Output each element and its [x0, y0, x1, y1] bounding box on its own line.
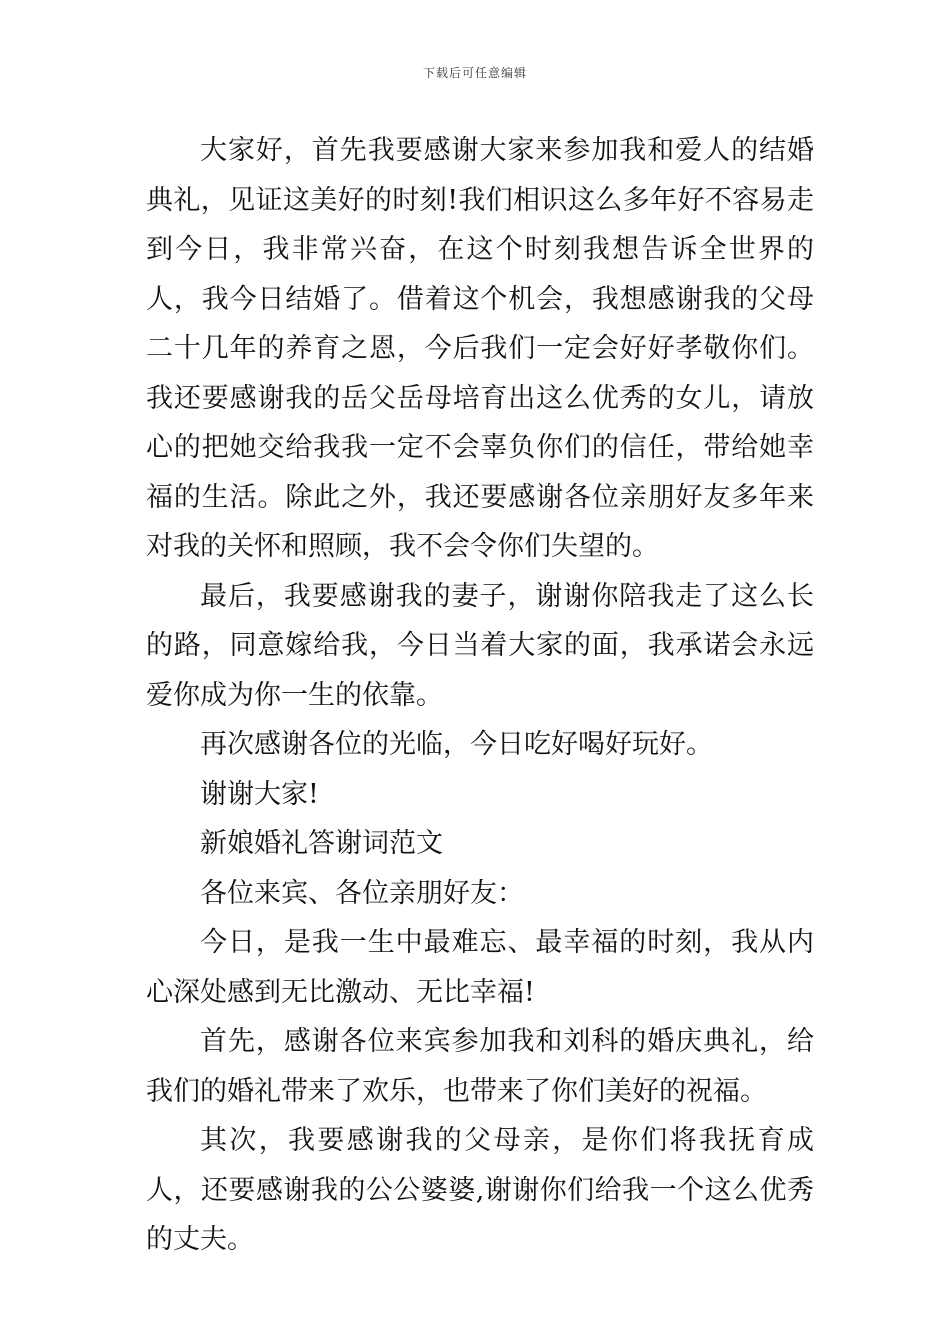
- paragraph-bride-second: 其次，我要感谢我的父母亲，是你们将我抚育成人，还要感谢我的公公婆婆,谢谢你们给我一个这么优秀的丈夫。: [146, 1125, 814, 1255]
- paragraph-thanks-wife: 最后，我要感谢我的妻子，谢谢你陪我走了这么长的路，同意嫁给我，今日当着大家的面，我承诺会永远爱你成为你一生的依靠。: [146, 580, 814, 711]
- paragraph-bride-first: 首先，感谢各位来宾参加我和刘科的婚庆典礼，给我们的婚礼带来了欢乐，也带来了你们美好的祝福。: [146, 1026, 814, 1107]
- paragraph-closing: 谢谢大家!: [200, 778, 319, 810]
- paragraph-thanks-guests: 再次感谢各位的光临，今日吃好喝好玩好。: [200, 729, 713, 760]
- page-header: 下载后可任意编辑: [422, 66, 527, 80]
- salutation: 各位来宾、各位亲朋好友：: [200, 877, 524, 909]
- paragraph-bride-opening: 今日，是我一生中最难忘、最幸福的时刻，我从内心深处感到无比激动、无比幸福!: [146, 927, 814, 1008]
- paragraph-groom-thanks: 大家好，首先我要感谢大家来参加我和爱人的结婚典礼，见证这美好的时刻!我们相识这么多年好不容易走到今日，我非常兴奋，在这个时刻我想告诉全世界的人，我今日结婚了。借着这个机会，我想感谢我的父母二十几年的养育之恩，今后我们一定会好好孝敬你们。我还要感谢我的岳父岳母培育出这么优秀的女儿，请放心的把她交给我我一定不会辜负你们的信任，带给她幸福的生活。除此之外，我还要感谢各位亲朋好友多年来对我的关怀和照顾，我不会令你们失望的。: [146, 135, 814, 562]
- section-title: 新娘婚礼答谢词范文: [200, 828, 443, 859]
- document-body: [146, 126, 814, 1265]
